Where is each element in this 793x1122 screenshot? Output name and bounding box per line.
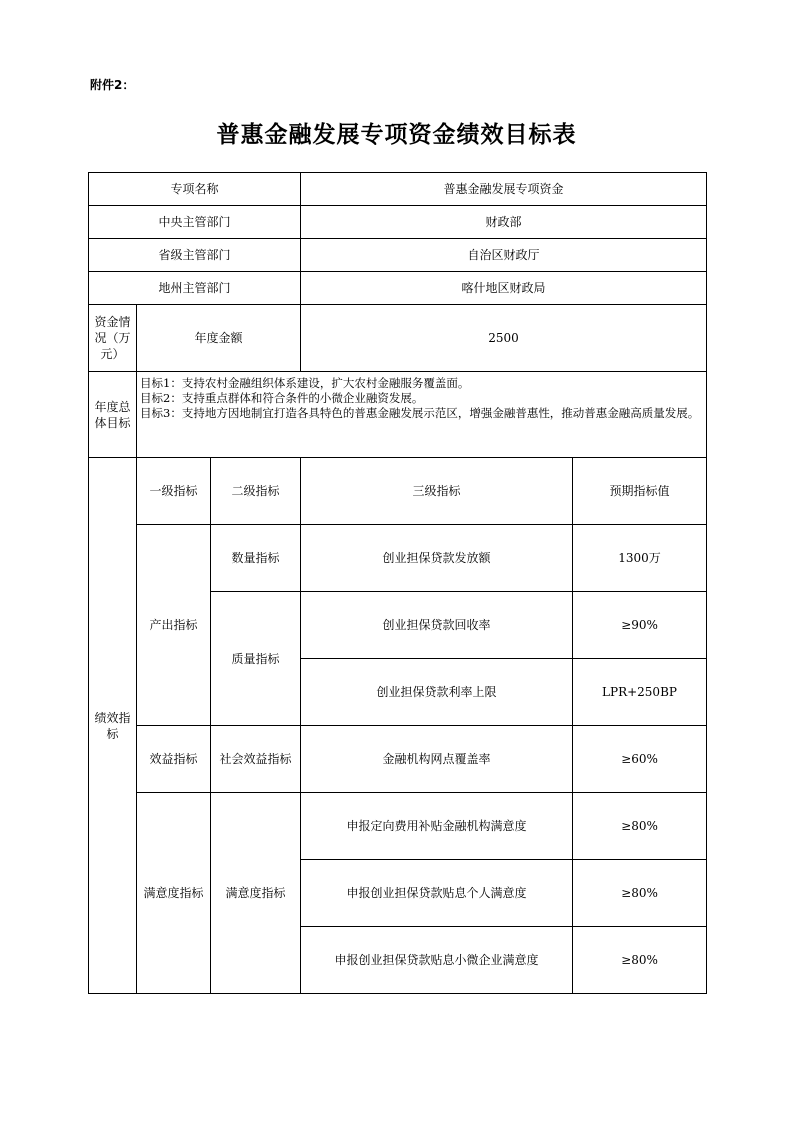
project-name-label: 专项名称 <box>89 173 301 206</box>
table-row <box>89 458 707 525</box>
table-row <box>89 793 707 860</box>
indicator-value: ≥60% <box>573 726 707 793</box>
indicator-value: 1300万 <box>573 525 707 592</box>
satisfaction-sub-indicator-label: 满意度指标 <box>211 793 301 994</box>
output-indicator-label: 产出指标 <box>137 525 211 726</box>
central-dept-value: 财政部 <box>301 206 707 239</box>
annual-goals-label: 年度总体目标 <box>89 372 137 458</box>
table-row <box>89 372 707 458</box>
indicator-value: ≥90% <box>573 592 707 659</box>
table-row <box>89 272 707 305</box>
attachment-label: 附件2： <box>90 78 135 92</box>
provincial-dept-value: 自治区财政厅 <box>301 239 707 272</box>
table-row <box>89 239 707 272</box>
annual-amount-label: 年度金额 <box>137 305 301 372</box>
annual-amount-value: 2500 <box>301 305 707 372</box>
header-level2: 二级指标 <box>211 458 301 525</box>
benefit-indicator-label: 效益指标 <box>137 726 211 793</box>
annual-goals-content <box>137 372 707 458</box>
central-dept-label: 中央主管部门 <box>89 206 301 239</box>
satisfaction-indicator-label: 满意度指标 <box>137 793 211 994</box>
indicator-name: 金融机构网点覆盖率 <box>301 726 573 793</box>
quality-indicator-label: 质量指标 <box>211 592 301 726</box>
prefecture-dept-label: 地州主管部门 <box>89 272 301 305</box>
indicator-value: ≥80% <box>573 860 707 927</box>
performance-table <box>88 172 707 994</box>
indicator-value: ≥80% <box>573 927 707 994</box>
indicator-name: 创业担保贷款利率上限 <box>301 659 573 726</box>
header-level3: 三级指标 <box>301 458 573 525</box>
project-name-value: 普惠金融发展专项资金 <box>301 173 707 206</box>
goal-item: 目标2：支持重点群体和符合条件的小微企业融资发展。 <box>140 391 424 405</box>
goal-item: 目标3：支持地方因地制宜打造各具特色的普惠金融发展示范区，增强金融普惠性，推动普惠金融高质量发展。 <box>140 406 700 420</box>
header-expected-value: 预期指标值 <box>573 458 707 525</box>
quantity-indicator-label: 数量指标 <box>211 525 301 592</box>
indicator-value: LPR+250BP <box>573 659 707 726</box>
header-level1: 一级指标 <box>137 458 211 525</box>
indicator-name: 创业担保贷款回收率 <box>301 592 573 659</box>
table-row <box>89 173 707 206</box>
indicator-name: 申报定向费用补贴金融机构满意度 <box>301 793 573 860</box>
indicator-name: 申报创业担保贷款贴息小微企业满意度 <box>301 927 573 994</box>
table-row <box>89 305 707 372</box>
table-row <box>89 206 707 239</box>
page-title: 普惠金融发展专项资金绩效目标表 <box>216 122 577 148</box>
indicator-name: 申报创业担保贷款贴息个人满意度 <box>301 860 573 927</box>
prefecture-dept-value: 喀什地区财政局 <box>301 272 707 305</box>
social-benefit-indicator-label: 社会效益指标 <box>211 726 301 793</box>
indicator-value: ≥80% <box>573 793 707 860</box>
indicator-name: 创业担保贷款发放额 <box>301 525 573 592</box>
performance-indicators-label: 绩效指标 <box>89 458 137 994</box>
provincial-dept-label: 省级主管部门 <box>89 239 301 272</box>
table-row <box>89 525 707 592</box>
goal-item: 目标1：支持农村金融组织体系建设，扩大农村金融服务覆盖面。 <box>140 376 470 390</box>
funds-label: 资金情况（万元） <box>89 305 137 372</box>
table-row <box>89 726 707 793</box>
